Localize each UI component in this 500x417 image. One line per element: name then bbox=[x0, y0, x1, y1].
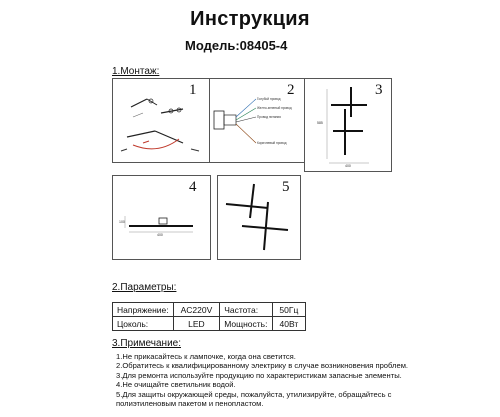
note-line: 2.Обратитесь к квалифицированному электрику в случае возникновения проблем. bbox=[116, 361, 409, 371]
note-line: 4.Не очищайте светильник водой. bbox=[116, 380, 236, 390]
base-label: Цоколь: bbox=[113, 317, 174, 331]
step-3-number: 3 bbox=[375, 82, 383, 98]
assembled-lamp-perspective bbox=[218, 176, 300, 259]
frequency-label: Частота: bbox=[220, 303, 273, 317]
frequency-value: 50Гц bbox=[272, 303, 305, 317]
lamp-side-view bbox=[113, 176, 210, 259]
notes-list bbox=[116, 352, 456, 408]
note-line: 5.Для защиты окружающей среды, пожалуйста, утилизируйте, обращайтесь с bbox=[116, 389, 392, 399]
note-line: 3.Для ремонта используйте продукцию по характеристикам запасные элементы. bbox=[116, 370, 402, 380]
step-3-height-dimension: 585 bbox=[317, 121, 323, 125]
voltage-label: Напряжение: bbox=[113, 303, 174, 317]
step-4-width-dimension: 400 bbox=[157, 233, 163, 237]
step-3-width-dimension: 400 bbox=[345, 164, 351, 168]
step-1-number: 1 bbox=[189, 82, 197, 98]
step-3-panel bbox=[304, 78, 392, 172]
params-heading: 2.Параметры: bbox=[112, 282, 177, 293]
note-line: полиэтиленовым пакетом и пенопластом. bbox=[116, 399, 264, 409]
page-title: Инструкция bbox=[190, 8, 310, 30]
voltage-value: AC220V bbox=[173, 303, 220, 317]
assembled-lamp-front-view bbox=[305, 79, 391, 171]
note-line: 1.Не прикасайтесь к лампочке, когда она светится. bbox=[116, 352, 296, 361]
step-2-panel bbox=[209, 78, 306, 163]
step-5-number: 5 bbox=[282, 179, 290, 195]
step-4-panel bbox=[112, 175, 211, 260]
notes-heading: 3.Примечание: bbox=[112, 338, 181, 349]
table-row bbox=[113, 303, 306, 317]
wire-label-yellow-green: Желто-зеленый провод bbox=[257, 106, 292, 110]
step-4-number: 4 bbox=[189, 179, 197, 195]
table-row bbox=[113, 317, 306, 331]
step-1-panel bbox=[112, 78, 211, 163]
wire-label-blue: Голубой провод bbox=[257, 97, 281, 101]
wiring-diagram-illustration bbox=[210, 79, 305, 162]
wire-label-power: Провод питания bbox=[257, 115, 281, 119]
power-value: 40Вт bbox=[272, 317, 305, 331]
step-5-panel bbox=[217, 175, 301, 260]
mounting-bracket-illustration bbox=[113, 79, 210, 162]
mounting-heading: 1.Монтаж: bbox=[112, 66, 160, 77]
model-number: Модель:08405-4 bbox=[185, 38, 288, 53]
power-label: Мощность: bbox=[220, 317, 273, 331]
step-4-height-dimension: 100 bbox=[119, 220, 125, 224]
wire-label-brown: Коричневый провод bbox=[257, 141, 287, 145]
base-value: LED bbox=[173, 317, 220, 331]
step-2-number: 2 bbox=[287, 82, 295, 98]
params-table bbox=[112, 302, 306, 331]
